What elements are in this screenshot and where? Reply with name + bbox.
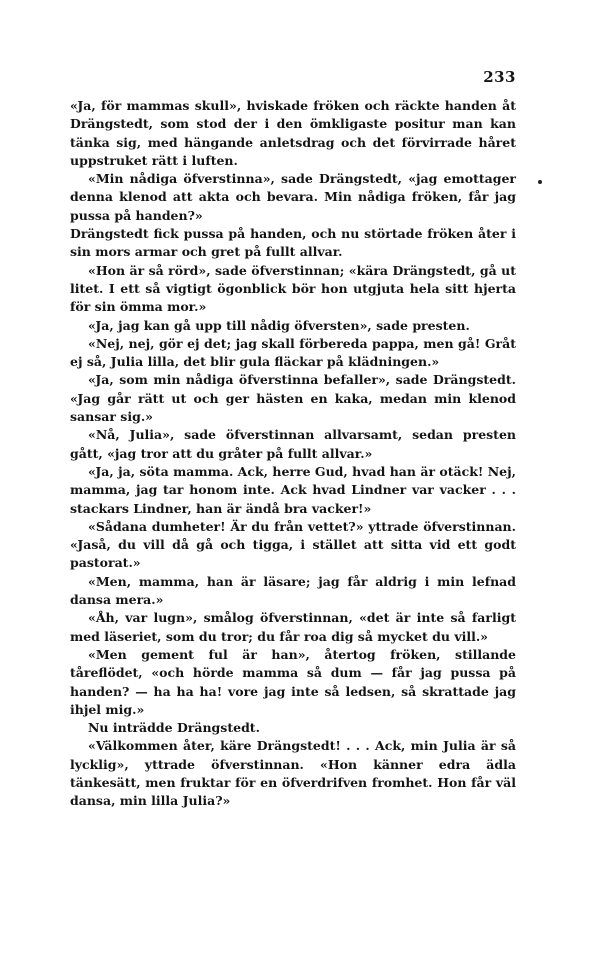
paragraph-11: «Men, mamma, han är läsare; jag får aldrig i min lefnad dansa mera.»	[70, 573, 516, 608]
paragraph-7: «Ja, som min nådiga öfverstinna befaller», sade Drängstedt. «Jag går rätt ut och ger hästen en kaka, medan min klenod sansar sig.»	[70, 372, 516, 425]
paragraph-10: «Sådana dumheter! Är du från vettet?» yttrade öfverstinnan. «Jaså, du vill då gå och tigga, i stället att sitta vid ett godt pastorat.»	[70, 518, 516, 571]
paragraph-2: «Min nådiga öfverstinna», sade Drängstedt, «jag emottager denna klenod att akta och bevara. Min nådiga fröken, får jag pussa på handen?»	[70, 171, 516, 223]
page-text	[70, 97, 516, 811]
paragraph-12: «Åh, var lugn», smålog öfverstinnan, «det är inte så farligt med läseriet, som du tror; du får roa dig så mycket du vill.»	[70, 610, 516, 644]
print-speck	[538, 180, 542, 184]
paragraph-8: «Nå, Julia», sade öfverstinnan allvarsamt, sedan presten gått, «jag tror att du gråter på fullt allvar.»	[70, 427, 516, 461]
paragraph-4: «Hon är så rörd», sade öfverstinnan; «kära Drängstedt, gå ut litet. I ett så vigtigt ögonblick bör hon utgjuta hela sitt hjerta för sin ömma mor.»	[70, 262, 516, 315]
page-number: 233	[483, 68, 516, 86]
paragraph-5: «Ja, jag kan gå upp till nådig öfversten», sade presten.	[88, 317, 470, 333]
paragraph-6: «Nej, nej, gör ej det; jag skall förbereda pappa, men gå! Gråt ej så, Julia lilla, det blir gula fläckar på klädningen.»	[70, 335, 516, 370]
paragraph-1: «Ja, för mammas skull», hviskade fröken och räckte handen åt Drängstedt, som stod der i den ömkligaste positur man kan tänka sig, med hängande anletsdrag och det förvirrade håret uppstruket rätt i luften.	[70, 98, 516, 168]
paragraph-13: «Men gement ful är han», återtog fröken, stillande tåreflödet, «och hörde mamma så dum — får jag pussa på handen? — ha ha ha! vore jag inte så ledsen, så skrattade jag ihjel mig.»	[70, 646, 516, 717]
paragraph-14: Nu inträdde Drängstedt.	[88, 720, 260, 736]
paragraph-9: «Ja, ja, söta mamma. Ack, herre Gud, hvad han är otäck! Nej, mamma, jag tar honom inte. Ack hvad Lindner var vacker . . . stackars Lindner, han är ändå bra vacker!»	[70, 463, 516, 516]
paragraph-15: «Välkommen åter, käre Drängstedt! . . . Ack, min Julia är så lycklig», yttrade öfverstinnan. «Hon känner edra ädla tänkesätt, men fruktar för en öfverdrifven fromhet. Hon får väl dansa, min lilla Julia?»	[70, 738, 516, 809]
paragraph-3: Drängstedt fick pussa på handen, och nu störtade fröken åter i sin mors armar och gret på fullt allvar.	[70, 226, 516, 260]
